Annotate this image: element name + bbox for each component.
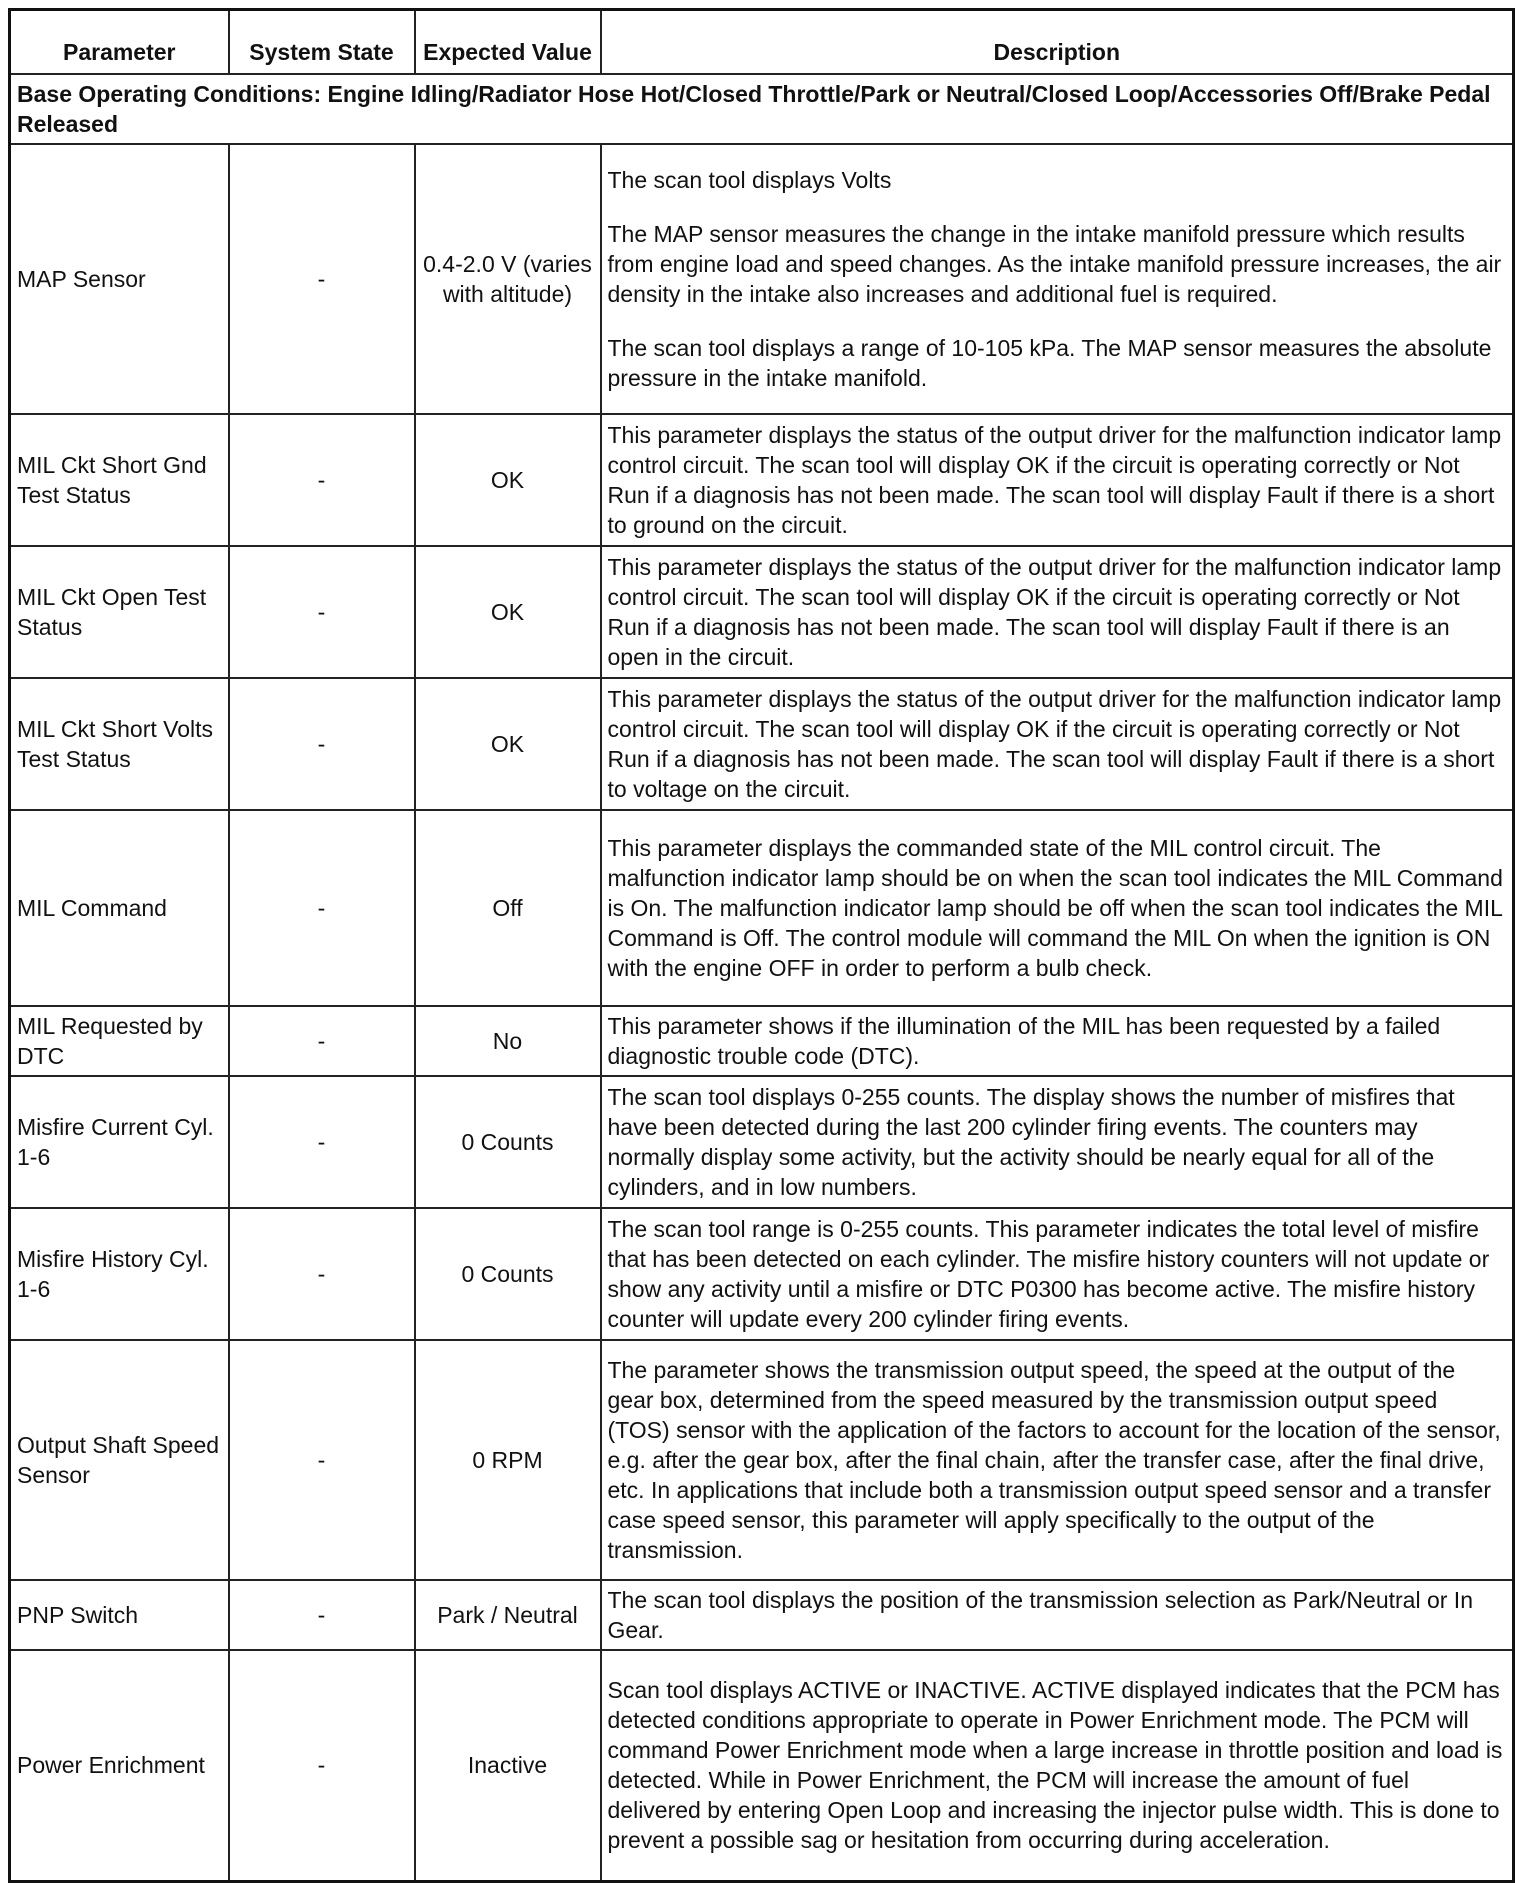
description-cell xyxy=(601,1650,1514,1882)
expected-value-cell: Park / Neutral xyxy=(415,1580,601,1650)
table-row xyxy=(10,1076,1514,1208)
description-paragraph: This parameter shows if the illumination of the MIL has been requested by a failed diagnostic trouble code (DTC). xyxy=(607,1012,1441,1069)
description-paragraph: The scan tool displays 0-255 counts. The display shows the number of misfires that have been detected during the last 200 cylinder firing events. The counters may normally display some activity, but the activity should be nearly equal for all of the cylinders, and in low numbers. xyxy=(607,1083,1455,1200)
parameter-cell: Power Enrichment xyxy=(10,1650,229,1882)
header-parameter: Parameter xyxy=(10,10,229,74)
description-paragraph: This parameter displays the status of the output driver for the malfunction indicator lamp control circuit. The scan tool will display OK if the circuit is operating correctly or Not Run if a diagnosis has not been made. The scan tool will display Fault if there is a short to ground on the circuit. xyxy=(607,421,1502,538)
system-state-cell: - xyxy=(229,414,415,546)
header-expected-value: Expected Value xyxy=(415,10,601,74)
system-state-cell: - xyxy=(229,1076,415,1208)
table-row xyxy=(10,546,1514,678)
expected-value-cell: 0 Counts xyxy=(415,1208,601,1340)
description-paragraph: The scan tool displays the position of the transmission selection as Park/Neutral or In Gear. xyxy=(607,1586,1473,1643)
description-cell xyxy=(601,414,1514,546)
description-cell xyxy=(601,810,1514,1006)
table-row xyxy=(10,1340,1514,1580)
description-paragraph: The MAP sensor measures the change in the intake manifold pressure which results from engine load and speed changes. As the intake manifold pressure increases, the air density in the intake also increases and additional fuel is required. xyxy=(607,220,1502,307)
description-cell xyxy=(601,1006,1514,1076)
parameter-cell: MIL Ckt Short Gnd Test Status xyxy=(10,414,229,546)
table-row xyxy=(10,810,1514,1006)
system-state-cell: - xyxy=(229,144,415,414)
table-row xyxy=(10,1208,1514,1340)
table-row xyxy=(10,144,1514,414)
system-state-cell: - xyxy=(229,810,415,1006)
parameter-cell: Output Shaft Speed Sensor xyxy=(10,1340,229,1580)
description-paragraph: The parameter shows the transmission output speed, the speed at the output of the gear box, determined from the speed measured by the transmission output speed (TOS) sensor with the application of the factors to account for the location of the sensor, e.g. after the gear box, after the final chain, after the transfer case, after the final drive, etc. In applications that include both a transmission output speed sensor and a transfer case speed sensor, this parameter will apply specifically to the output of the transmission. xyxy=(607,1356,1501,1563)
description-cell xyxy=(601,1580,1514,1650)
expected-value-cell: OK xyxy=(415,678,601,810)
table-row xyxy=(10,1580,1514,1650)
expected-value-cell: Off xyxy=(415,810,601,1006)
header-row xyxy=(10,10,1514,74)
parameter-cell: PNP Switch xyxy=(10,1580,229,1650)
system-state-cell: - xyxy=(229,1650,415,1882)
description-cell xyxy=(601,1076,1514,1208)
base-conditions: Base Operating Conditions: Engine Idling/Radiator Hose Hot/Closed Throttle/Park or Neutral/Closed Loop/Accessories Off/Brake Pedal Released xyxy=(10,74,1514,144)
description-cell xyxy=(601,1340,1514,1580)
description-cell xyxy=(601,1208,1514,1340)
parameter-cell: MIL Ckt Short Volts Test Status xyxy=(10,678,229,810)
description-paragraph: This parameter displays the commanded state of the MIL control circuit. The malfunction indicator lamp should be on when the scan tool indicates the MIL Command is On. The malfunction indicator lamp should be off when the scan tool indicates the MIL Command is Off. The control module will command the MIL On when the ignition is ON with the engine OFF in order to perform a bulb check. xyxy=(607,834,1503,981)
base-conditions-row xyxy=(10,74,1514,144)
system-state-cell: - xyxy=(229,678,415,810)
parameter-cell: MIL Ckt Open Test Status xyxy=(10,546,229,678)
parameter-table xyxy=(8,8,1515,1883)
parameter-cell: Misfire Current Cyl. 1-6 xyxy=(10,1076,229,1208)
parameter-cell: MIL Command xyxy=(10,810,229,1006)
expected-value-cell: OK xyxy=(415,414,601,546)
header-description: Description xyxy=(601,10,1514,74)
parameter-cell: MAP Sensor xyxy=(10,144,229,414)
system-state-cell: - xyxy=(229,1208,415,1340)
description-cell xyxy=(601,678,1514,810)
system-state-cell: - xyxy=(229,546,415,678)
table-body xyxy=(10,74,1514,1882)
parameter-cell: MIL Requested by DTC xyxy=(10,1006,229,1076)
description-paragraph: The scan tool range is 0-255 counts. This parameter indicates the total level of misfire that has been detected on each cylinder. The misfire history counters will not update or show any activity until a misfire or DTC P0300 has become active. The misfire history counter will update every 200 cylinder firing events. xyxy=(607,1215,1490,1332)
expected-value-cell: 0.4-2.0 V (varies with altitude) xyxy=(415,144,601,414)
expected-value-cell: OK xyxy=(415,546,601,678)
expected-value-cell: Inactive xyxy=(415,1650,601,1882)
description-paragraph: The scan tool displays a range of 10-105 kPa. The MAP sensor measures the absolute pressure in the intake manifold. xyxy=(607,334,1492,391)
expected-value-cell: 0 Counts xyxy=(415,1076,601,1208)
expected-value-cell: 0 RPM xyxy=(415,1340,601,1580)
description-cell xyxy=(601,546,1514,678)
header-system-state: System State xyxy=(229,10,415,74)
description-paragraph: This parameter displays the status of the output driver for the malfunction indicator lamp control circuit. The scan tool will display OK if the circuit is operating correctly or Not Run if a diagnosis has not been made. The scan tool will display Fault if there is a short to voltage on the circuit. xyxy=(607,685,1502,802)
document-sheet xyxy=(8,8,1512,1883)
table-row xyxy=(10,1006,1514,1076)
description-cell xyxy=(601,144,1514,414)
system-state-cell: - xyxy=(229,1580,415,1650)
table-row xyxy=(10,1650,1514,1882)
expected-value-cell: No xyxy=(415,1006,601,1076)
system-state-cell: - xyxy=(229,1340,415,1580)
description-paragraph: The scan tool displays Volts xyxy=(607,166,892,193)
description-paragraph: Scan tool displays ACTIVE or INACTIVE. ACTIVE displayed indicates that the PCM has detected conditions appropriate to operate in Power Enrichment mode. The PCM will command Power Enrichment mode when a large increase in throttle position and load is detected. While in Power Enrichment, the PCM will increase the amount of fuel delivered by entering Open Loop and increasing the injector pulse width. This is done to prevent a possible sag or hesitation from occurring during acceleration. xyxy=(607,1677,1503,1854)
table-row xyxy=(10,678,1514,810)
table-row xyxy=(10,414,1514,546)
description-paragraph: This parameter displays the status of the output driver for the malfunction indicator lamp control circuit. The scan tool will display OK if the circuit is operating correctly or Not Run if a diagnosis has not been made. The scan tool will display Fault if there is an open in the circuit. xyxy=(607,553,1502,670)
parameter-cell: Misfire History Cyl. 1-6 xyxy=(10,1208,229,1340)
system-state-cell: - xyxy=(229,1006,415,1076)
